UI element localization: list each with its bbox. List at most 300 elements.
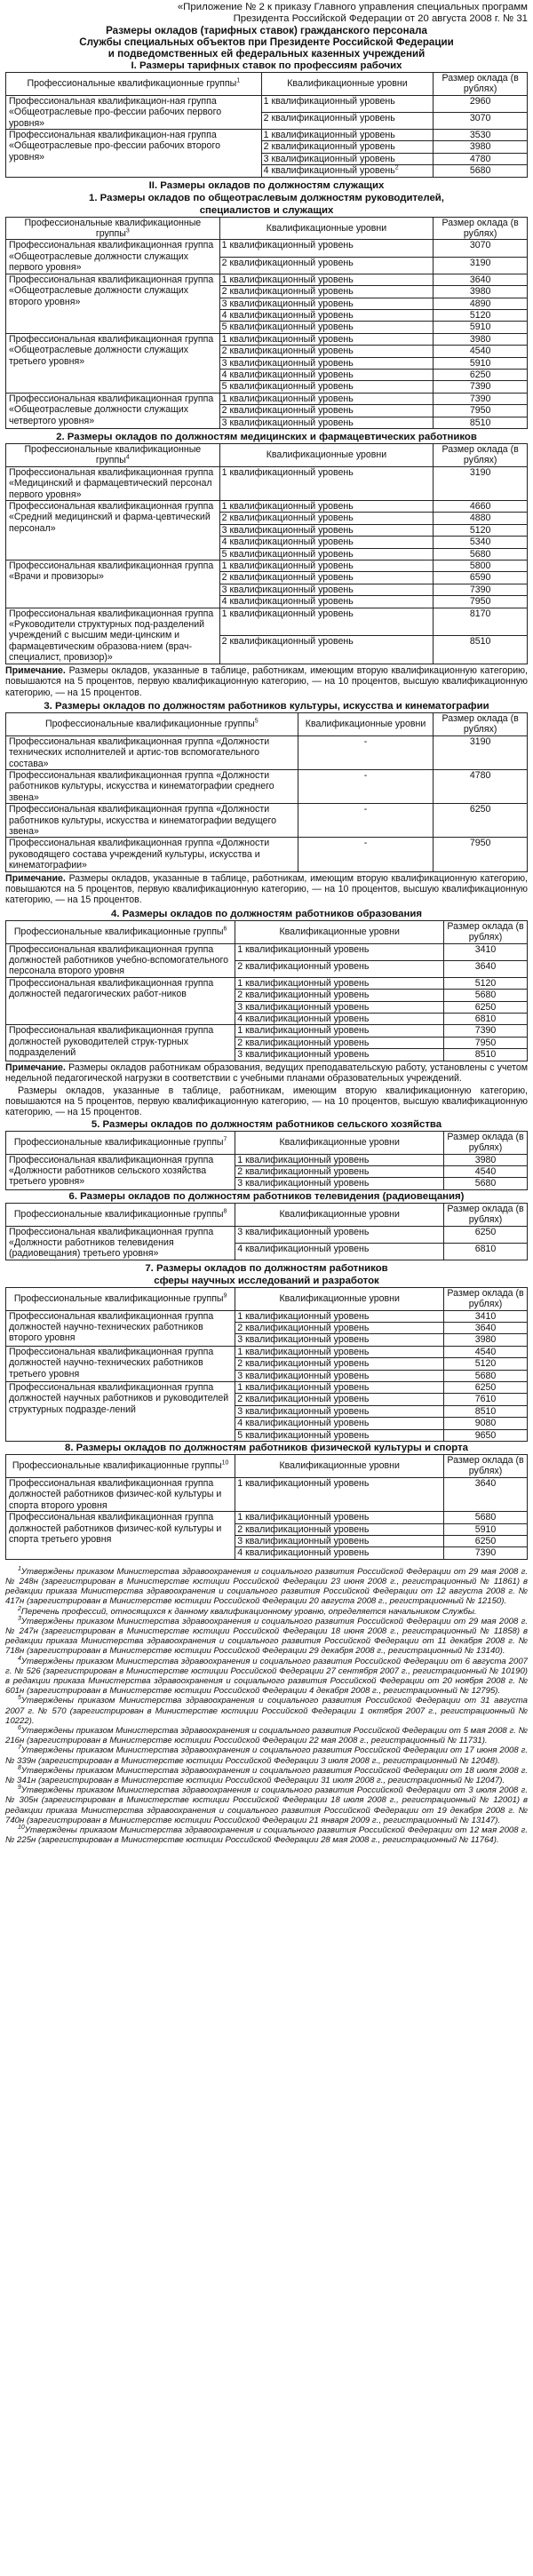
level-name <box>219 405 434 417</box>
level-name <box>261 141 434 153</box>
level-name <box>219 381 434 393</box>
table-header-row <box>6 712 528 735</box>
salary-value: 5910 <box>434 322 528 333</box>
salary-value: 8510 <box>434 417 528 428</box>
footnote <box>5 1745 528 1765</box>
sub1-title-line-2: специалистов и служащих <box>199 204 334 216</box>
col-header-salary: Размер оклада (в рублях) <box>444 1131 528 1154</box>
col-header-group <box>6 73 262 96</box>
col-header-level: Квалификационные уровни <box>235 1455 444 1478</box>
sub6-title: 6. Размеры окладов по должностям работников телевидения (радиовещания) <box>68 1190 465 1202</box>
table-row <box>6 561 528 572</box>
sub5-table <box>5 1131 528 1190</box>
footnote-ref: 10 <box>221 1459 229 1467</box>
level-text: 1 квалификационный уровень <box>263 95 395 107</box>
salary-value: 3640 <box>434 274 528 285</box>
col-header-level: Квалификационные уровни <box>219 217 434 240</box>
sub4-note-1-text: Размеры окладов работникам образования, ведущих преподавательскую работу, установлены с учетом недельной педагогической нагрузки в соответствии с учебными планами образовательных учреждений. <box>5 1061 528 1085</box>
salary-value: 9650 <box>444 1429 528 1441</box>
level-name <box>235 960 444 977</box>
col-header-group <box>6 217 220 240</box>
level-text: 4 квалификационный уровень <box>237 1418 370 1429</box>
table-header-row <box>6 920 528 943</box>
salary-value: 3640 <box>444 960 528 977</box>
level-name <box>219 466 434 500</box>
level-name <box>235 1418 444 1429</box>
col-header-level: Квалификационные уровни <box>219 443 434 466</box>
level-text: 2 квалификационный уровень <box>221 346 354 357</box>
salary-value: 5910 <box>444 1523 528 1535</box>
level-name <box>219 240 434 257</box>
level-text: 1 квалификационный уровень <box>221 274 354 285</box>
level-name <box>219 501 434 513</box>
level-name <box>235 1405 444 1417</box>
level-text: 1 квалификационный уровень <box>237 1025 370 1037</box>
level-name <box>235 1037 444 1048</box>
level-name <box>219 636 434 664</box>
col-header-group <box>6 1203 235 1226</box>
salary-value: 5340 <box>434 537 528 548</box>
level-name <box>219 257 434 274</box>
table-header-row <box>6 1287 528 1310</box>
salary-value: 4540 <box>444 1346 528 1357</box>
salary-value: 3410 <box>444 943 528 960</box>
level-name <box>235 1001 444 1013</box>
salary-value: 8510 <box>434 636 528 664</box>
level-text: 2 квалификационный уровень <box>237 1323 370 1333</box>
level-name <box>235 1154 444 1165</box>
sub7-table <box>5 1287 528 1442</box>
table-row <box>6 333 528 345</box>
sub4-note-label: Примечание. <box>5 1061 66 1073</box>
sub1-title-line-1: 1. Размеры окладов по общеотраслевым должностям руководителей, <box>89 192 444 203</box>
level-text: 1 квалификационный уровень <box>237 1477 370 1489</box>
footnote-ref: 2 <box>394 164 399 171</box>
level-text: 1 квалификационный уровень <box>237 1382 370 1394</box>
level-name: - <box>298 769 434 803</box>
group-name: Профессиональная квалификационная группа «Общеотраслевые должности служащих первого уровня» <box>6 240 220 274</box>
level-text: 1 квалификационный уровень <box>221 561 354 572</box>
group-name: Профессиональная квалификационная группа «Должности работников телевидения (радиовещания) третьего уровня» <box>6 1226 235 1260</box>
footnote <box>5 1726 528 1745</box>
footnote-ref: 6 <box>223 926 227 933</box>
salary-value: 3640 <box>444 1477 528 1511</box>
level-text: 5 квалификационный уровень <box>221 381 354 393</box>
table-row <box>6 838 528 871</box>
table-header-row <box>6 1203 528 1226</box>
salary-value: 3190 <box>434 735 528 769</box>
group-name: Профессиональная квалификационная группа должностей научно-технических работников второго уровня <box>6 1310 235 1346</box>
salary-value: 4780 <box>434 769 528 803</box>
sub8-table <box>5 1454 528 1560</box>
level-name <box>235 1165 444 1177</box>
level-text: 3 квалификационный уровень <box>221 524 354 536</box>
table-row <box>6 943 528 960</box>
footnote-ref: 4 <box>125 454 130 461</box>
level-name <box>235 1310 444 1322</box>
salary-value: 7390 <box>434 381 528 393</box>
sub3-note <box>5 873 528 906</box>
level-name <box>219 524 434 536</box>
level-name <box>261 153 434 164</box>
footnote-text: Утверждены приказом Министерства здравоохранения и социального развития Российской Федерации от 18 июля 2008 г. № 341н (зарегистрирован в Министерстве юстиции Российской Федерации 31 июля 2008 г., регистрационный № 12047). <box>5 1765 528 1785</box>
footnote-number: 1 <box>18 1565 21 1572</box>
salary-value: 4880 <box>434 513 528 524</box>
level-text: 2 квалификационный уровень <box>237 990 370 1001</box>
salary-value: 3980 <box>434 286 528 298</box>
level-name <box>219 417 434 428</box>
col-header-level: Квалификационные уровни <box>298 712 434 735</box>
level-name <box>219 596 434 608</box>
salary-value: 7950 <box>444 1037 528 1048</box>
footnote <box>5 1825 528 1845</box>
footnote <box>5 1617 528 1657</box>
group-name: Профессиональная квалификационная группа должностей научных работников и руководителей структурных подразде-лений <box>6 1382 235 1442</box>
level-name <box>235 990 444 1001</box>
group-name: Профессиональная квалификационная группа должностей работников физичес-кой культуры и спорта третьего уровня <box>6 1512 235 1560</box>
col-header-level: Квалификационные уровни <box>235 1287 444 1310</box>
col-header-group <box>6 920 235 943</box>
level-name <box>235 1523 444 1535</box>
level-name <box>235 1429 444 1441</box>
salary-value: 3530 <box>434 130 528 141</box>
table-header-row <box>6 217 528 240</box>
salary-value: 5910 <box>434 357 528 369</box>
doc-title-line-3: и подведомственных ей федеральных казенных учреждений <box>107 48 426 60</box>
group-name: Профессиональная квалификационная группа «Врачи и провизоры» <box>6 561 220 608</box>
footnote-number: 10 <box>18 1824 25 1831</box>
footnote-text: Утверждены приказом Министерства здравоохранения и социального развития Российской Федерации от 3 июля 2008 г. № 305н (зарегистрирован в Министерстве юстиции Российской Федерации 18 июля 2008 г., регистрационный № 12001) в редакции приказа Министерства здравоохранения и социального развития Российской Федерации от 19 декабря 2008 г. № 740н (зарегистрирован в Министерстве юстиции Российской Федерации 21 января 2009 г., регистрационный № 13147). <box>5 1785 528 1825</box>
level-text: 4 квалификационный уровень <box>221 537 354 548</box>
level-text: 1 квалификационный уровень <box>237 977 370 989</box>
salary-value: 6250 <box>434 804 528 838</box>
sub6-table <box>5 1203 528 1260</box>
level-text: 3 квалификационный уровень <box>237 1001 370 1013</box>
level-text: 1 квалификационный уровень <box>237 1512 370 1523</box>
level-text: 3 квалификационный уровень <box>237 1226 370 1237</box>
level-text: 2 квалификационный уровень <box>263 141 395 153</box>
group-name: Профессиональная квалификационная группа «Должности руководящего состава учреждений культуры, искусства и кинематографии» <box>6 838 298 871</box>
col-header-level: Квалификационные уровни <box>235 1131 444 1154</box>
level-name <box>235 1346 444 1357</box>
level-name <box>235 1014 444 1025</box>
salary-value: 3070 <box>434 240 528 257</box>
sub5-title: 5. Размеры окладов по должностям работников сельского хозяйства <box>91 1118 442 1130</box>
salary-value: 4540 <box>434 346 528 357</box>
level-name <box>219 608 434 636</box>
level-text: 1 квалификационный уровень <box>237 1154 370 1165</box>
sub4-note-1 <box>5 1062 528 1085</box>
col-header-group-text: Профессиональные квалификационные группы <box>13 1292 224 1304</box>
level-text: 3 квалификационный уровень <box>237 1405 370 1417</box>
salary-value: 6250 <box>434 369 528 380</box>
salary-value: 3070 <box>434 112 528 129</box>
table-row <box>6 1346 528 1357</box>
level-name <box>235 1358 444 1370</box>
level-name <box>219 274 434 285</box>
level-text: 4 квалификационный уровень <box>221 309 354 321</box>
group-name: Профессиональная квалификационная группа должностей руководителей струк-турных подразделений <box>6 1025 235 1061</box>
level-text: 4 квалификационный уровень <box>263 165 395 177</box>
table-header-row <box>6 1455 528 1478</box>
sub8-title: 8. Размеры окладов по должностям работников физической культуры и спорта <box>64 1443 469 1454</box>
group-name: Профессиональная квалификацион-ная группа «Общеотраслевые про-фессии рабочих первого уровня» <box>6 95 262 129</box>
level-name <box>235 1547 444 1559</box>
level-name <box>235 943 444 960</box>
col-header-group-text: Профессиональные квалификационные группы <box>24 217 202 240</box>
footnote-text: Утверждены приказом Министерства здравоохранения и социального развития Российской Федерации от 12 мая 2008 г. № 225н (зарегистрирован в Министерстве юстиции Российской Федерации 28 мая 2008 г., регистрационный № 11764). <box>5 1825 528 1846</box>
table-header-row <box>6 1131 528 1154</box>
group-name: Профессиональная квалификационная группа «Должности работников культуры, искусства и кинематографии ведущего звена» <box>6 804 298 838</box>
salary-value: 7950 <box>434 405 528 417</box>
table-row <box>6 804 528 838</box>
level-name <box>261 165 434 177</box>
sub3-note-label: Примечание. <box>5 872 66 884</box>
col-header-salary: Размер оклада (в рублях) <box>434 443 528 466</box>
salary-value: 3410 <box>444 1310 528 1322</box>
footnote <box>5 1567 528 1607</box>
salary-value: 5680 <box>434 548 528 560</box>
sub7-title-line-1: 7. Размеры окладов по должностям работников <box>145 1262 388 1274</box>
col-header-group <box>6 1455 235 1478</box>
level-text: 2 квалификационный уровень <box>221 572 354 584</box>
footnote-number: 3 <box>18 1615 21 1622</box>
sub2-note-label: Примечание. <box>5 664 66 676</box>
sub4-title: 4. Размеры окладов по должностям работников образования <box>111 908 422 919</box>
level-name <box>235 1334 444 1346</box>
level-name <box>219 333 434 345</box>
level-text: 3 квалификационный уровень <box>221 357 354 369</box>
salary-value: 3980 <box>434 333 528 345</box>
footnote-text: Утверждены приказом Министерства здравоохранения и социального развития Российской Федерации от 29 мая 2008 г. № 248н (зарегистрирован в Министерстве юстиции Российской Федерации 23 июня 2008 г., регистрационный № 11861) в редакции приказа Министерства здравоохранения и социального развития Российской Федерации от 12 августа 2008 г. № 417н (зарегистрирован в Министерстве юстиции Российской Федерации 20 августа 2008 г., регистрационный № 12150). <box>5 1566 528 1607</box>
group-name: Профессиональная квалификационная группа «Общеотраслевые должности служащих третьего уровня» <box>6 333 220 393</box>
level-name <box>235 1025 444 1037</box>
sub2-note-text: Размеры окладов, указанные в таблице, работникам, имеющим вторую квалификационную категорию, повышаются на 5 процентов, первую квалификационную категорию, — на 10 процентов, высшую квалификационную категорию, — на 15 процентов. <box>5 664 528 698</box>
salary-value: 6250 <box>444 1382 528 1394</box>
col-header-salary: Размер оклада (в рублях) <box>444 1203 528 1226</box>
salary-value: 6590 <box>434 572 528 584</box>
group-name: Профессиональная квалификационная группа «Должности работников культуры, искусства и кинематографии среднего звена» <box>6 769 298 803</box>
level-text: 2 квалификационный уровень <box>237 1358 370 1370</box>
table-row <box>6 608 528 636</box>
level-text: 3 квалификационный уровень <box>221 584 354 595</box>
level-text: 4 квалификационный уровень <box>237 1014 370 1025</box>
footnote-number: 5 <box>18 1695 21 1702</box>
salary-value: 4660 <box>434 501 528 513</box>
level-text: 3 квалификационный уровень <box>237 1049 370 1061</box>
level-text: 3 квалификационный уровень <box>237 1334 370 1346</box>
table-header-row <box>6 73 528 96</box>
footnote-number: 6 <box>18 1724 21 1731</box>
level-text: 3 квалификационный уровень <box>221 298 354 309</box>
table-row <box>6 1477 528 1511</box>
level-text: 1 квалификационный уровень <box>237 1346 370 1357</box>
level-name: - <box>298 735 434 769</box>
col-header-group <box>6 712 298 735</box>
col-header-group-text: Профессиональные квалификационные группы <box>13 1208 224 1220</box>
table-row <box>6 769 528 803</box>
group-name: Профессиональная квалификационная группа «Должности технических исполнителей и артис-тов вспомогательного состава» <box>6 735 298 769</box>
table-row <box>6 1310 528 1322</box>
col-header-group-text: Профессиональные квалификационные группы <box>27 78 237 90</box>
level-text: 3 квалификационный уровень <box>237 1535 370 1546</box>
level-text: 2 квалификационный уровень <box>221 257 354 268</box>
footnote-ref: 5 <box>254 718 259 725</box>
table-row <box>6 1226 528 1243</box>
group-name: Профессиональная квалификацион-ная группа «Общеотраслевые про-фессии рабочих второго уровня» <box>6 130 262 178</box>
sub4-note-2: Размеры окладов, указанные в таблице, работникам, имеющим вторую квалификационную категорию, повышаются на 5 процентов, первую квалификационную категорию, — на 10 процентов, высшую квалификационную категорию, — на 15 процентов. <box>5 1085 528 1118</box>
level-name <box>219 357 434 369</box>
level-name <box>219 286 434 298</box>
level-text: 3 квалификационный уровень <box>237 1178 370 1189</box>
salary-value: 6250 <box>444 1535 528 1546</box>
level-text: 4 квалификационный уровень <box>237 1243 370 1254</box>
level-text: 2 квалификационный уровень <box>221 513 354 524</box>
salary-value: 5680 <box>434 165 528 177</box>
sub3-note-text: Размеры окладов, указанные в таблице, работникам, имеющим вторую квалификационную категорию, повышаются на 5 процентов, первую квалификационную категорию, — на 10 процентов, высшую квалификационную категорию, — на 15 процентов. <box>5 872 528 906</box>
sub7-title-line-2: сферы научных исследований и разработок <box>154 1275 379 1286</box>
level-text: 2 квалификационный уровень <box>221 286 354 298</box>
group-name: Профессиональная квалификационная группа «Общеотраслевые должности служащих второго уровня» <box>6 274 220 333</box>
doc-title-line-2: Службы специальных объектов при Президенте Российской Федерации <box>79 36 454 48</box>
sub2-note <box>5 665 528 698</box>
col-header-level: Квалификационные уровни <box>261 73 434 96</box>
level-text: 1 квалификационный уровень <box>263 130 395 141</box>
table-row <box>6 95 528 112</box>
table-row <box>6 977 528 989</box>
col-header-salary: Размер оклада (в рублях) <box>434 712 528 735</box>
level-text: 2 квалификационный уровень <box>221 405 354 417</box>
table-row <box>6 1025 528 1037</box>
level-name <box>219 513 434 524</box>
section-1-title: I. Размеры тарифных ставок по профессиям рабочих <box>131 60 402 71</box>
level-text: 2 квалификационный уровень <box>237 1037 370 1048</box>
level-name <box>219 537 434 548</box>
salary-value: 3980 <box>444 1334 528 1346</box>
footnote-number: 7 <box>18 1745 21 1752</box>
level-text: 5 квалификационный уровень <box>237 1429 370 1441</box>
footnote-text: Утверждены приказом Министерства здравоохранения и социального развития Российской Федерации от 31 августа 2007 г. № 570 (зарегистрирован в Министерстве юстиции Российской Федерации 1 октября 2007 г., регистрационный № 10222). <box>5 1696 528 1726</box>
level-name <box>261 95 434 112</box>
level-name <box>235 1243 444 1260</box>
level-name <box>219 369 434 380</box>
col-header-group <box>6 1287 235 1310</box>
level-name <box>235 1178 444 1189</box>
salary-value: 8510 <box>444 1049 528 1061</box>
level-text: 3 квалификационный уровень <box>221 417 354 428</box>
sub1-table <box>5 217 528 429</box>
doc-title-line-1: Размеры окладов (тарифных ставок) гражданского персонала <box>106 25 427 36</box>
footnote-ref: 9 <box>223 1292 227 1300</box>
footnote-text: Утверждены приказом Министерства здравоохранения и социального развития Российской Федерации от 29 мая 2008 г. № 247н (зарегистрирован в Министерстве юстиции Российской Федерации 18 июня 2008 г., регистрационный № 11858) в редакции приказа Министерства здравоохранения и социального развития Российской Федерации от 11 декабря 2008 г. № 718н (зарегистрирован в Министерстве юстиции Российской Федерации 29 декабря 2008 г., регистрационный № 13140). <box>5 1616 528 1657</box>
footnote-ref: 8 <box>223 1208 227 1215</box>
level-text: 2 квалификационный уровень <box>237 960 370 972</box>
salary-value: 4540 <box>444 1165 528 1177</box>
salary-value: 7390 <box>444 1547 528 1559</box>
sub3-title: 3. Размеры окладов по должностям работников культуры, искусства и кинематографии <box>44 700 489 712</box>
level-name <box>219 584 434 595</box>
salary-value: 7390 <box>444 1025 528 1037</box>
salary-value: 4780 <box>434 153 528 164</box>
salary-value: 3190 <box>434 466 528 500</box>
salary-value: 3980 <box>434 141 528 153</box>
salary-value: 6810 <box>444 1014 528 1025</box>
level-name <box>235 1382 444 1394</box>
col-header-salary: Размер оклада (в рублях) <box>434 73 528 96</box>
salary-value: 7610 <box>444 1394 528 1405</box>
sub3-table <box>5 712 528 872</box>
level-text: 2 квалификационный уровень <box>221 636 354 648</box>
salary-value: 7390 <box>434 584 528 595</box>
salary-value: 5680 <box>444 1370 528 1381</box>
salary-value: 6250 <box>444 1001 528 1013</box>
footnote-ref: 3 <box>125 227 130 235</box>
salary-value: 5680 <box>444 1512 528 1523</box>
level-text: 2 квалификационный уровень <box>237 1165 370 1177</box>
level-name <box>235 1049 444 1061</box>
level-name <box>235 1370 444 1381</box>
level-name <box>219 561 434 572</box>
table-row <box>6 735 528 769</box>
sec1-table <box>5 72 528 178</box>
col-header-salary: Размер оклада (в рублях) <box>444 1455 528 1478</box>
col-header-group-text: Профессиональные квалификационные группы <box>13 1136 224 1148</box>
group-name: Профессиональная квалификационная группа «Должности работников сельского хозяйства третьего уровня» <box>6 1154 235 1189</box>
table-row <box>6 1512 528 1523</box>
level-name <box>219 572 434 584</box>
sub4-table <box>5 920 528 1061</box>
salary-value: 7390 <box>434 393 528 404</box>
group-name: Профессиональная квалификационная группа должностей работников физичес-кой культуры и спорта второго уровня <box>6 1477 235 1511</box>
col-header-level: Квалификационные уровни <box>235 920 444 943</box>
footnotes <box>5 1567 528 1846</box>
salary-value: 7950 <box>434 596 528 608</box>
level-text: 3 квалификационный уровень <box>263 153 395 164</box>
level-name <box>219 393 434 404</box>
footnote-number: 9 <box>18 1785 21 1791</box>
salary-value: 5680 <box>444 1178 528 1189</box>
col-header-salary: Размер оклада (в рублях) <box>444 1287 528 1310</box>
section-2-title: II. Размеры окладов по должностям служащих <box>148 179 385 191</box>
footnote-number: 8 <box>18 1764 21 1771</box>
salary-value: 5120 <box>444 1358 528 1370</box>
group-name: Профессиональная квалификационная группа должностей педагогических работ-ников <box>6 977 235 1025</box>
salary-value: 5120 <box>444 977 528 989</box>
col-header-group <box>6 443 220 466</box>
footnote <box>5 1657 528 1697</box>
level-text: 3 квалификационный уровень <box>237 1370 370 1381</box>
footnote-ref: 1 <box>236 77 241 84</box>
col-header-group-text: Профессиональные квалификационные группы <box>45 719 255 730</box>
level-text: 1 квалификационный уровень <box>221 333 354 345</box>
level-text: 4 квалификационный уровень <box>221 369 354 380</box>
salary-value: 9080 <box>444 1418 528 1429</box>
table-header-row <box>6 443 528 466</box>
level-name <box>219 548 434 560</box>
appendix-line-1: «Приложение № 2 к приказу Главного управления специальных программ <box>177 2 528 12</box>
level-text: 1 квалификационный уровень <box>237 943 370 955</box>
level-name <box>235 1535 444 1546</box>
footnote-text: Утверждены приказом Министерства здравоохранения и социального развития Российской Федерации от 6 августа 2007 г. № 526 (зарегистрирован в Министерстве юстиции Российской Федерации 27 сентября 2007 г., регистрационный № 10190) в редакции приказа Министерства здравоохранения и социального развития Российской Федерации от 20 ноября 2008 г. № 601н (зарегистрирован в Министерстве юстиции Российской Федерации 4 декабря 2008 г., регистрационный № 12795). <box>5 1656 528 1697</box>
footnote-text: Перечень профессий, относящихся к данному квалификационному уровню, определяется начальником Службы. <box>20 1606 477 1617</box>
level-name <box>261 130 434 141</box>
table-row <box>6 393 528 404</box>
level-name <box>235 1477 444 1511</box>
footnote-number: 4 <box>18 1655 21 1662</box>
salary-value: 2960 <box>434 95 528 112</box>
footnote <box>5 1766 528 1785</box>
level-text: 2 квалификационный уровень <box>263 112 395 123</box>
